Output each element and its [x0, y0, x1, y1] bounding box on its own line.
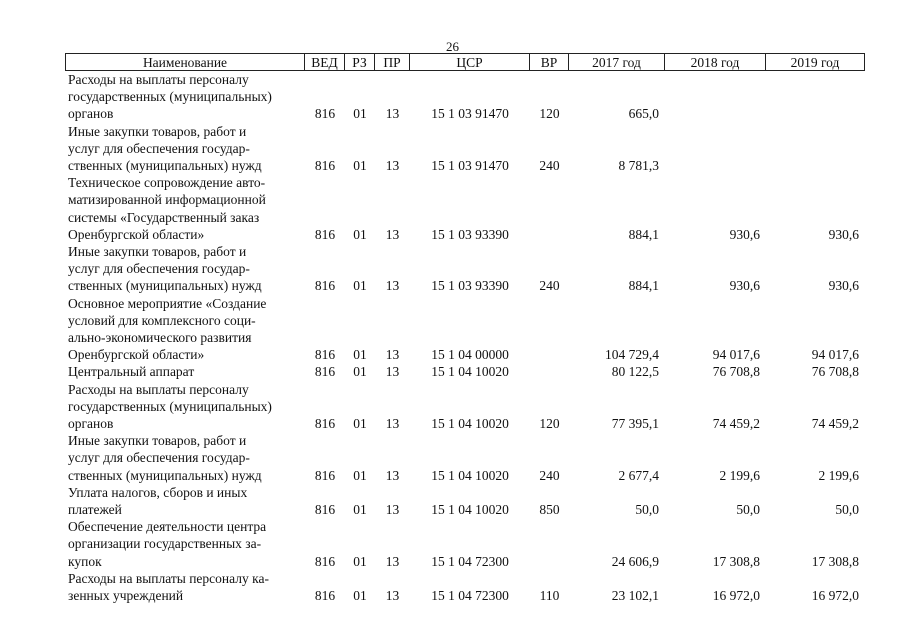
- cell-pr: 13: [385, 364, 400, 380]
- cell-rz: 01: [353, 106, 367, 122]
- budget-table: [65, 53, 875, 604]
- header-name: Наименование: [65, 53, 305, 71]
- cell-pr: 13: [385, 347, 400, 363]
- cell-2018: 76 708,8: [712, 364, 760, 380]
- cell-pr: 13: [385, 553, 400, 569]
- cell-vr: 120: [539, 416, 560, 432]
- cell-name: Расходы на выплаты персоналу ка- зенных учреждений: [68, 570, 269, 604]
- cell-name: Обеспечение деятельности центра организации государственных за- купок: [68, 519, 267, 569]
- cell-rz: 01: [353, 467, 367, 483]
- cell-ved: 816: [314, 553, 336, 569]
- cell-rz: 01: [353, 158, 367, 174]
- cell-vr: 850: [539, 502, 560, 518]
- cell-rz: 01: [353, 347, 367, 363]
- cell-pr: 13: [385, 226, 400, 242]
- cell-2019: 50,0: [835, 502, 859, 518]
- cell-2017: 23 102,1: [611, 588, 659, 604]
- cell-rz: 01: [353, 553, 367, 569]
- cell-2019: 16 972,0: [811, 588, 859, 604]
- header-vr: ВР: [530, 53, 569, 71]
- cell-csr: 15 1 04 10020: [431, 416, 509, 432]
- cell-csr: 15 1 04 10020: [431, 364, 509, 380]
- cell-name: Уплата налогов, сборов и иных платежей: [68, 484, 248, 518]
- cell-ved: 816: [314, 278, 336, 294]
- cell-ved: 816: [314, 467, 336, 483]
- cell-pr: 13: [385, 106, 400, 122]
- cell-vr: 110: [539, 588, 560, 604]
- cell-ved: 816: [314, 158, 336, 174]
- cell-rz: 01: [353, 416, 367, 432]
- cell-2019: 930,6: [828, 278, 859, 294]
- cell-ved: 816: [314, 347, 336, 363]
- cell-name: Основное мероприятие «Создание условий для комплексного соци- ально-экономического развития Оренбургской области»: [68, 295, 267, 363]
- header-rz: РЗ: [345, 53, 375, 71]
- cell-ved: 816: [314, 106, 336, 122]
- header-ved: ВЕД: [305, 53, 345, 71]
- cell-2018: 16 972,0: [712, 588, 760, 604]
- cell-2017: 80 122,5: [611, 364, 659, 380]
- cell-csr: 15 1 04 00000: [431, 347, 509, 363]
- cell-pr: 13: [385, 278, 400, 294]
- cell-2017: 104 729,4: [605, 347, 659, 363]
- cell-csr: 15 1 04 72300: [431, 588, 509, 604]
- cell-2018: 17 308,8: [712, 553, 760, 569]
- cell-2017: 884,1: [628, 278, 659, 294]
- cell-vr: 240: [539, 158, 560, 174]
- cell-2018: 2 199,6: [719, 467, 760, 483]
- cell-2017: 8 781,3: [618, 158, 659, 174]
- cell-rz: 01: [353, 226, 367, 242]
- cell-2019: 94 017,6: [811, 347, 859, 363]
- header-2019: 2019 год: [766, 53, 865, 71]
- cell-name: Иные закупки товаров, работ и услуг для обеспечения государ- ственных (муниципальных) нужд: [68, 244, 262, 294]
- cell-name: Иные закупки товаров, работ и услуг для обеспечения государ- ственных (муниципальных) нужд: [68, 123, 262, 174]
- cell-pr: 13: [385, 502, 400, 518]
- cell-ved: 816: [314, 502, 336, 518]
- cell-2018: 94 017,6: [712, 347, 760, 363]
- cell-pr: 13: [385, 588, 400, 604]
- cell-rz: 01: [353, 502, 367, 518]
- header-2018: 2018 год: [665, 53, 766, 71]
- page-number: 26: [446, 39, 459, 54]
- cell-vr: 240: [539, 467, 560, 483]
- cell-vr: 120: [539, 106, 560, 122]
- cell-2018: 930,6: [729, 278, 760, 294]
- header-pr: ПР: [375, 53, 410, 71]
- cell-rz: 01: [353, 278, 367, 294]
- cell-csr: 15 1 04 10020: [431, 502, 509, 518]
- cell-name: Центральный аппарат: [68, 364, 195, 380]
- cell-ved: 816: [314, 416, 336, 432]
- cell-2017: 24 606,9: [611, 553, 659, 569]
- cell-pr: 13: [385, 416, 400, 432]
- cell-csr: 15 1 03 91470: [431, 158, 509, 174]
- cell-name: Расходы на выплаты персоналу государственных (муниципальных) органов: [68, 381, 272, 432]
- cell-2017: 884,1: [628, 226, 659, 242]
- cell-2019: 74 459,2: [811, 416, 859, 432]
- cell-2018: 50,0: [736, 502, 760, 518]
- cell-pr: 13: [385, 158, 400, 174]
- cell-name: Техническое сопровождение авто- матизированной информационной системы «Государственный заказ Оренбургской области»: [68, 175, 266, 242]
- cell-csr: 15 1 03 93390: [431, 278, 509, 294]
- cell-csr: 15 1 04 10020: [431, 467, 509, 483]
- cell-ved: 816: [314, 364, 336, 380]
- cell-vr: 240: [539, 278, 560, 294]
- cell-2019: 930,6: [828, 226, 859, 242]
- cell-csr: 15 1 04 72300: [431, 553, 509, 569]
- cell-2017: 665,0: [628, 106, 659, 122]
- cell-2017: 77 395,1: [611, 416, 659, 432]
- cell-2018: 930,6: [729, 226, 760, 242]
- cell-name: Иные закупки товаров, работ и услуг для обеспечения государ- ственных (муниципальных) нужд: [68, 433, 262, 483]
- cell-2019: 17 308,8: [811, 553, 859, 569]
- cell-2017: 2 677,4: [618, 467, 659, 483]
- cell-2019: 76 708,8: [811, 364, 859, 380]
- cell-csr: 15 1 03 93390: [431, 226, 509, 242]
- cell-csr: 15 1 03 91470: [431, 106, 509, 122]
- cell-2019: 2 199,6: [818, 467, 859, 483]
- cell-ved: 816: [314, 588, 336, 604]
- cell-pr: 13: [385, 467, 400, 483]
- cell-2017: 50,0: [635, 502, 659, 518]
- cell-rz: 01: [353, 364, 367, 380]
- cell-rz: 01: [353, 588, 367, 604]
- cell-ved: 816: [314, 226, 336, 242]
- header-csr: ЦСР: [410, 53, 530, 71]
- cell-name: Расходы на выплаты персоналу государственных (муниципальных) органов: [68, 72, 272, 122]
- cell-2018: 74 459,2: [712, 416, 760, 432]
- header-2017: 2017 год: [569, 53, 665, 71]
